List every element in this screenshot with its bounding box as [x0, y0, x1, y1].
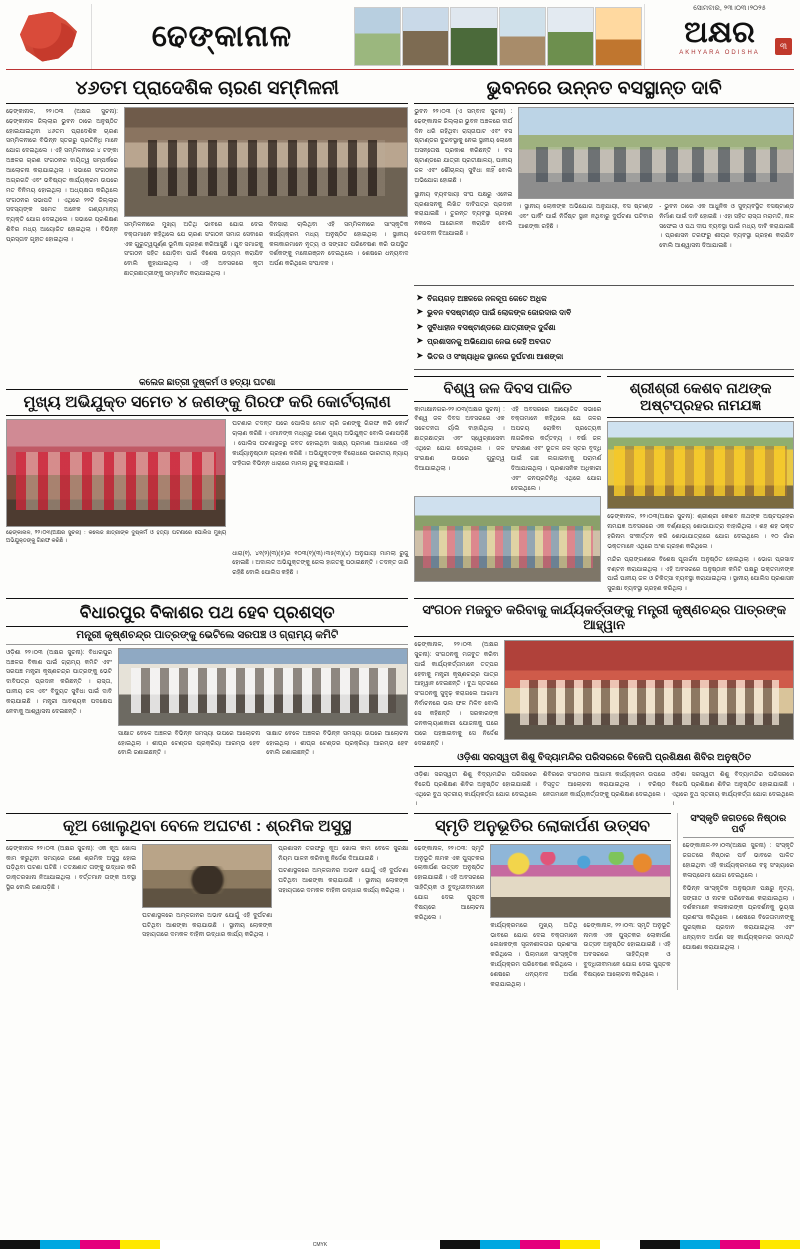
article-a9-body1: ଢେଙ୍କାନାଳ, ୨୨।୦୩: ସ୍ମୃତି ଅନୁଭୂତି ନାମକ ଏକ ପୁସ୍ତକର ଲୋକାର୍ପଣ ଉତ୍ସବ ଅନୁଷ୍ଠିତ ହୋଇଯାଇଛି । ଏହି ଅବସରରେ ସାହିତ୍ୟିକ ଓ ବୁଦ୍ଧିଜୀବୀମାନେ ଯୋଗ ଦେଇ ପୁସ୍ତକ ବିଷୟରେ ଆଲୋଚନା କରିଥିଲେ । — [414, 844, 485, 921]
article-a5-body2: ମନ୍ଦିର ପ୍ରାଙ୍ଗଣରେ ବିଶେଷ ପୂଜାର୍ଚ୍ଚନା ଅନୁଷ୍ଠିତ ହୋଇଥିଲା । ଭୋଗ ପ୍ରସାଦ ବଣ୍ଟନ କରାଯାଇଥିଲା । ଏହି ଅବସରରେ ଅନୁଷ୍ଠାନ କମିଟି ପକ୍ଷରୁ ଭକ୍ତମାନଙ୍କ ପାଇଁ ପାନୀୟ ଜଳ ଓ ଚିକିତ୍ସା ବ୍ୟବସ୍ଥା କରାଯାଇଥିଲା । ସ୍ଥାନୀୟ ପୋଲିସ ପ୍ରଶାସନ ସୁରକ୍ଷା ବ୍ୟବସ୍ଥା ଗ୍ରହଣ କରିଥିଲା । — [607, 555, 795, 593]
bullet-text: ଭିତର ଓ ସଂଖ୍ୟାଧିକ ସ୍ଥାନରେ ଦୁର୍ଘଟଣା ଆଶଙ୍କା — [427, 351, 564, 361]
strip-photo — [547, 7, 594, 66]
logo-subtitle: AKHYARA ODISHA — [679, 49, 760, 56]
article-a4-body2: ଏହି ଅବସରରେ ଆୟୋଜିତ ସଭାରେ ବକ୍ତାମାନେ କହିଥିଲେ ଯେ ଜଳର ଅପଚୟ ରୋକିବା ପ୍ରତ୍ୟେକ ନାଗରିକର କର୍ତ୍ତବ୍ୟ । ବର୍ଷା ଜଳ ସଂରକ୍ଷଣ ଏବଂ ଭୂତଳ ଜଳ ସ୍ତର ବୃଦ୍ଧି ପାଇଁ ଗଛ ଲଗାଇବାକୁ ପରାମର୍ଶ ଦିଆଯାଇଥିଲା । ପ୍ରଶାସନିକ ଅଧିକାରୀ ଏବଂ ଜନପ୍ରତିନିଧି ଏଥିରେ ଯୋଗ ଦେଇଥିଲେ । — [510, 405, 602, 492]
edition-name: ଢେଙ୍କାନାଳ — [151, 19, 293, 53]
headline-a1: ୪୬ତମ ପ୍ରାଦେଶିକ ଚାରଣ ସମ୍ମିଳନୀ — [6, 74, 408, 104]
headline-a9: ସ୍ମୃତି ଅନୁଭୂତିର ଲୋକାର୍ପଣ ଉତ୍ସବ — [414, 813, 670, 840]
bullet-text: ସୁବିଧାହୀନ ବସଷ୍ଟାଣ୍ଡରେ ଯାତ୍ରୀଙ୍କ ଦୁର୍ଦ୍ଦଶା — [427, 322, 556, 332]
color-swatch-cyan — [480, 1240, 520, 1249]
article-a8-body1-dup: ଓଡ଼ିଶା ସରସ୍ୱତୀ ଶିଶୁ ବିଦ୍ୟାମନ୍ଦିର ପରିସରରେ ବିଜେପି ପ୍ରଶିକ୍ଷଣ ଶିବିର ଅନୁଷ୍ଠିତ ହୋଇଯାଇଛି । ଏଥିରେ ବୁଥ ସ୍ତରୀୟ କାର୍ଯ୍ୟକର୍ତ୍ତା ଯୋଗ ଦେଇଥିଲେ । — [671, 770, 794, 808]
headline-a8: ଓଡ଼ିଶା ସରସ୍ୱତୀ ଶିଶୁ ବିଦ୍ୟାମନ୍ଦିର ପରିସରରେ ବିଜେପି ପ୍ରଶିକ୍ଷଣ ଶିବିର ଅନୁଷ୍ଠିତ — [457, 751, 752, 763]
headline-a5: ଶ୍ରୀଶ୍ରୀ କେଶବ ନାଥଙ୍କ ଅଷ୍ଟପ୍ରହର ନାମଯଜ୍ଞ — [607, 376, 794, 418]
color-swatch-white — [160, 1240, 200, 1249]
subhead-a6: ମନ୍ତ୍ରୀ କୃଷ୍ଣଚନ୍ଦ୍ର ପାତ୍ରଙ୍କୁ ଭେଟିଲେ ସରପଞ୍ଚ ଓ ଗ୍ରାମ୍ୟ କମିଟି — [6, 627, 408, 645]
arrow-icon: ➤ — [416, 350, 424, 360]
article-a10-body2-dup: ଘଟଣାସ୍ଥଳରେ ଅମ୍ଳଜାନର ଅଭାବ ଯୋଗୁଁ ଏହି ଦୁର୍ଘଟଣା ଘଟିଥିବା ଆଶଙ୍କା କରାଯାଉଛି । ସ୍ଥାନୀୟ ଲୋକଙ୍କ ସହାୟତାରେ ଦମକଳ ବାହିନୀ ଉଦ୍ଧାର କାର୍ଯ୍ୟ କରିଥିଲା । — [278, 867, 409, 895]
color-swatch-yellow — [760, 1240, 800, 1249]
color-swatch-cyan — [40, 1240, 80, 1249]
headline-a10: କୂଅ ଖୋଲୁଥିବା ବେଳେ ଅଘଟଣ : ଶ୍ରମିକ ଅସୁସ୍ଥ — [6, 813, 408, 840]
article-a2-caption: । ସ୍ଥାନୀୟ ଲୋକଙ୍କ ଅଭିଯୋଗ ଅନୁଯାୟୀ, ବସ ଷ୍ଟାଣ୍ଡ ଏବଂ ପାର୍କିଂ ପାଇଁ ନିର୍ଦ୍ଦିଷ୍ଟ ସ୍ଥାନ ନଥିବାରୁ ଦୁର୍ଘଟଣା ଘଟିବାର ଆଶଙ୍କା ରହିଛି । — [518, 202, 654, 230]
meeting-hall-photo — [124, 107, 408, 217]
odisha-map-icon — [6, 4, 92, 69]
water-day-rally-photo — [414, 496, 601, 582]
strip-photo — [595, 7, 642, 66]
arrow-icon: ➤ — [416, 321, 424, 331]
article-a2-body2: ସ୍ଥାନୀୟ ବ୍ୟବସାୟୀ ସଂଘ ପକ୍ଷରୁ ଏନେଇ ପ୍ରଶାସନକୁ ଲିଖିତ ଦାବିପତ୍ର ପ୍ରଦାନ କରାଯାଇଛି । ତୁରନ୍ତ ବ୍ୟବସ୍ଥା ଗ୍ରହଣ ନକଲେ ଆନ୍ଦୋଳନ କରାଯିବ ବୋଲି ଚେତାବନୀ ଦିଆଯାଇଛି । — [414, 190, 513, 238]
color-swatch-yellow — [120, 1240, 160, 1249]
strip-photo — [450, 7, 497, 66]
color-swatch-black — [640, 1240, 680, 1249]
color-bar-label: CMYK — [200, 1240, 440, 1249]
masthead — [6, 4, 794, 70]
article-a7-body1: ଢେଙ୍କାନାଳ, ୨୨।୦୩ (ଅକ୍ଷର ସୁଚନା): ସଂଗଠନକୁ ମଜବୁତ କରିବା ପାଇଁ କାର୍ଯ୍ୟକର୍ତ୍ତାମାନେ ତତ୍ପର ହେବାକୁ ମନ୍ତ୍ରୀ କୃଷ୍ଣଚନ୍ଦ୍ର ପାତ୍ର ଆହ୍ୱାନ ଦେଇଛନ୍ତି । ବୁଥ ସ୍ତରରେ ସଂଗଠନକୁ ସୁଦୃଢ଼ କରାଗଲେ ଆଗାମୀ ନିର୍ବାଚନରେ ଭଲ ଫଳ ମିଳିବ ବୋଲି ସେ କହିଛନ୍ତି । ସରକାରଙ୍କ ଜନକଲ୍ୟାଣକାରୀ ଯୋଜନାକୁ ଘରେ ଘରେ ପହଞ୍ଚାଇବାକୁ ସେ ନିର୍ଦ୍ଦେଶ ଦେଇଛନ୍ତି । — [414, 641, 499, 747]
arrow-icon: ➤ — [416, 307, 424, 317]
headline-a11: ସଂସ୍କୃତି ଜଗତରେ ନିଷ୍ଠାର ପର୍ବ — [683, 813, 794, 838]
article-a5-body1: ଢେଙ୍କାନାଳ, ୨୨।୦୩(ଅକ୍ଷର ସୁଚନା): ଶ୍ରୀଶ୍ରୀ କେଶବ ନାଥଙ୍କ ଅଷ୍ଟପ୍ରହର ନାମଯଜ୍ଞ ଅବସରରେ ଏକ ବର୍ଣ୍ଣାଢ୍ୟ ଶୋଭାଯାତ୍ରା ବାହାରିଥିଲା । ଶହ ଶହ ଭକ୍ତ ହରିନାମ ସଂକୀର୍ତ୍ତନ କରି ଶୋଭାଯାତ୍ରାରେ ଯୋଗ ଦେଇଥିଲେ । ୧୦ ଗାଁର ଭକ୍ତମାନେ ଏଥିରେ ଅଂଶ ଗ୍ରହଣ କରିଥିଲେ । — [607, 513, 795, 550]
police-band-photo — [6, 419, 226, 527]
article-a4-body1: କାମାକ୍ଷାନଗର-୨୨।୦୩(ଅକ୍ଷର ସୁଚନା) : ବିଶ୍ୱ ଜଳ ଦିବସ ଅବସରରେ ଏକ ସଚେତନତା ର୍ୟାଲି ବାହାରିଥିଲା । ଛାତ୍ରଛାତ୍ରୀ ଏବଂ ସ୍ୱେଚ୍ଛାସେବୀ ଏଥିରେ ଯୋଗ ଦେଇଥିଲେ । ଜଳ ସଂରକ୍ଷଣ ଉପରେ ଗୁରୁତ୍ୱ ଦିଆଯାଇଥିଲା । — [414, 405, 505, 472]
list-item — [416, 293, 792, 304]
strip-photo — [402, 7, 449, 66]
bullet-text: ଭୁବନ ବସଷ୍ଟାଣ୍ଡ ପାଇଁ ଲୋକଙ୍କ ଜୋରଦାର ଦାବି — [427, 308, 572, 318]
article-a8-body1: ଓଡ଼ିଶା ସରସ୍ୱତୀ ଶିଶୁ ବିଦ୍ୟାମନ୍ଦିର ପରିସରରେ ବିଜେପି ପ୍ରଶିକ୍ଷଣ ଶିବିର ଅନୁଷ୍ଠିତ ହୋଇଯାଇଛି । ଏଥିରେ ବୁଥ ସ୍ତରୀୟ କାର୍ଯ୍ୟକର୍ତ୍ତା ଯୋଗ ଦେଇଥିଲେ । — [414, 770, 537, 808]
color-swatch-magenta — [80, 1240, 120, 1249]
article-a6-body2: ସାକ୍ଷାତ ବେଳେ ଅଞ୍ଚଳର ବିଭିନ୍ନ ସମସ୍ୟା ଉପରେ ଆଲୋଚନା ହୋଇଥିଲା । ଶୀଘ୍ର ଟେଣ୍ଡର ପ୍ରକ୍ରିୟା ଆରମ୍ଭ ହେବ ବୋଲି ଜଣାଇଛନ୍ତି । — [118, 729, 261, 757]
kicker-a3: କଲେଜ ଛାତ୍ରୀ ଦୁଷ୍କର୍ମ ଓ ହତ୍ୟା ଘଟଣା — [139, 376, 276, 387]
article-a9-body1-dup: ଢେଙ୍କାନାଳ, ୨୨।୦୩: ସ୍ମୃତି ଅନୁଭୂତି ନାମକ ଏକ ପୁସ୍ତକର ଲୋକାର୍ପଣ ଉତ୍ସବ ଅନୁଷ୍ଠିତ ହୋଇଯାଇଛି । ଏହି ଅବସରରେ ସାହିତ୍ୟିକ ଓ ବୁଦ୍ଧିଜୀବୀମାନେ ଯୋଗ ଦେଇ ପୁସ୍ତକ ବିଷୟରେ ଆଲୋଚନା କରିଥିଲେ । — [583, 921, 671, 978]
article-a8-body2: ଶିବିରରେ ସଂଗଠନର ଆଗାମୀ କାର୍ଯ୍ୟକ୍ରମ ଉପରେ ବିସ୍ତୃତ ଆଲୋଚନା କରାଯାଇଥିଲା । ବରିଷ୍ଠ ନେତାମାନେ କାର୍ଯ୍ୟକର୍ତ୍ତାଙ୍କୁ ପ୍ରଶିକ୍ଷଣ ଦେଇଥିଲେ । — [542, 770, 666, 798]
headline-a3: ମୁଖ୍ୟ ଅଭିଯୁକ୍ତ ସମେତ ୪ ଜଣଙ୍କୁ ଗିରଫ କରି କୋର୍ଟଚାଲାଣ — [6, 389, 408, 416]
article-a9-body2: କାର୍ଯ୍ୟକ୍ରମରେ ମୁଖ୍ୟ ଅତିଥି ଭାବରେ ଯୋଗ ଦେଇ ବକ୍ତାମାନେ ଲେଖକଙ୍କ ସୃଜନଶୀଳତାର ପ୍ରଶଂସା କରିଥିଲେ । ପିଲାମାନେ ସାଂସ୍କୃତିକ କାର୍ଯ୍ୟକ୍ରମ ପରିବେଷଣ କରିଥିଲେ । ଶେଷରେ ଧନ୍ୟବାଦ ଅର୍ପଣ କରାଯାଇଥିଲା । — [490, 921, 578, 988]
headline-a2: ଭୁବନରେ ଉନ୍ନତ ବସସ୍ଥାନ୍ତ ଦାବି — [414, 74, 794, 104]
page-number: ୩ — [775, 38, 792, 55]
arrow-icon: ➤ — [416, 293, 424, 302]
book-launch-photo — [490, 844, 670, 918]
color-swatch-magenta — [720, 1240, 760, 1249]
strip-photo — [354, 7, 401, 66]
article-a1-body2: ସମ୍ମିଳନୀରେ ମୁଖ୍ୟ ଅତିଥି ଭାବରେ ଯୋଗ ଦେଇ ବକ୍ତାମାନେ କହିଥିଲେ ଯେ ଚାରଣ ସଂଗଠନ ସମାଜ ସେବାରେ ଏକ ଗୁରୁତ୍ୱପୂର୍ଣ୍ଣ ଭୂମିକା ଗ୍ରହଣ କରିଆସୁଛି । ଯୁବ ସମାଜକୁ ସଂଗଠନ ସହିତ ଯୋଡ଼ିବା ପାଇଁ ବିଶେଷ ଉଦ୍ୟମ କରାଯିବ ବୋଲି କୁହାଯାଇଥିଲା । ଏହି ଅବସରରେ କୃତୀ ଛାତ୍ରଛାତ୍ରୀଙ୍କୁ ସମ୍ମାନିତ କରାଯାଇଥିଲା । — [124, 220, 264, 278]
article-a10-body1: ଢେଙ୍କାନାଳ ୨୨।୦୩ (ଅକ୍ଷର ସୁଚନା): ଏକ କୂଅ ଖୋଳା କାମ କରୁଥିବା ସମୟରେ ଜଣେ ଶ୍ରମିକ ଅସୁସ୍ଥ ହୋଇ ପଡ଼ିଥିବା ଘଟଣା ଘଟିଛି । ତତକ୍ଷଣାତ ତାଙ୍କୁ ଉଦ୍ଧାର କରି ଡାକ୍ତରଖାନା ନିଆଯାଇଥିଲା । ବର୍ତ୍ତମାନ ତାଙ୍କ ଅବସ୍ଥା ସ୍ଥିର ବୋଲି ଜଣାପଡ଼ିଛି । — [6, 844, 137, 892]
headline-a6: ବିଧାରପୁର ବିକାଶର ପଥ ହେବ ପ୍ରଶସ୍ତ — [6, 598, 408, 627]
caption-a3: ଢେଙ୍କାନାଳ, ୨୨।୦୩(ଅକ୍ଷର ସୁଚନା) : କଲେଜ ଛାତ୍ରୀଙ୍କ ଦୁଷ୍କର୍ମ ଓ ହତ୍ୟା ଘଟଣାରେ ପୋଲିସ ମୁଖ୍ୟ ଅଭିଯୁକ୍ତଙ୍କୁ ଗିରଫ କରିଛି । — [6, 530, 227, 545]
party-stage-photo — [504, 640, 794, 740]
article-a11-body2: ବିଭିନ୍ନ ସାଂସ୍କୃତିକ ଅନୁଷ୍ଠାନ ପକ୍ଷରୁ ନୃତ୍ୟ, ସଙ୍ଗୀତ ଓ ନାଟକ ପରିବେଷଣ କରାଯାଇଥିଲା । ଦର୍ଶକମାନେ କଳାକାରଙ୍କ ପ୍ରଦର୍ଶନକୁ ଭୂୟସୀ ପ୍ରଶଂସା କରିଥିଲେ । ଶେଷରେ ବିଜେତାମାନଙ୍କୁ ପୁରସ୍କାର ପ୍ରଦାନ କରାଯାଇଥିଲା ଏବଂ ଧନ୍ୟବାଦ ଅର୍ପଣ ସହ କାର୍ଯ୍ୟକ୍ରମର ସମାପ୍ତି ଘୋଷଣା କରାଯାଇଥିଲା । — [682, 884, 794, 951]
strip-photo — [499, 7, 546, 66]
article-a11-body1: ଢେଙ୍କାନାଳ-୨୨।୦୩(ଅକ୍ଷର ସୁଚନା) : ସଂସ୍କୃତି ଜଗତରେ ନିଷ୍ଠାର ପର୍ବ ଭାବରେ ପାଳିତ ହୋଇଥିବା ଏହି କାର୍ଯ୍ୟକ୍ରମରେ ବହୁ ସଂଖ୍ୟାରେ କଳାପ୍ରେମୀ ଯୋଗ ଦେଇଥିଲେ । — [682, 842, 794, 879]
bullet-text: ବିଜୟଗଡ଼ ଅଞ୍ଚଳରେ ନଳକୂପ କେତେ ଅଧିକ — [427, 294, 547, 303]
color-swatch-yellow — [560, 1240, 600, 1249]
article-a2-body1: ଭୁବନ ୨୨।୦୩ (ଏ ସମ୍ବାଦ ସୁଚନା) : ଢେଙ୍କାନାଳ ଜିଲ୍ଲାର ଭୁବନ ଅଞ୍ଚଳରେ ଦୀର୍ଘ ଦିନ ଧରି ରହିଥିବା ରାସ୍ତାଘାଟ ଏବଂ ବସ ଷ୍ଟାଣ୍ଡର ଦୁରବସ୍ଥାକୁ ନେଇ ସ୍ଥାନୀୟ ଲୋକେ ଅସନ୍ତୋଷ ପ୍ରକାଶ କରିଛନ୍ତି । ବସ ଷ୍ଟାଣ୍ଡରେ ଯାତ୍ରୀ ପ୍ରତୀକ୍ଷାଳୟ, ପାନୀୟ ଜଳ ଏବଂ ଶୌଚାଳୟ ସୁବିଧା ନାହିଁ ବୋଲି ଅଭିଯୋଗ ହୋଇଛି । — [414, 107, 513, 184]
article-a10-body2: ଘଟଣାସ୍ଥଳରେ ଅମ୍ଳଜାନର ଅଭାବ ଯୋଗୁଁ ଏହି ଦୁର୍ଘଟଣା ଘଟିଥିବା ଆଶଙ୍କା କରାଯାଉଛି । ସ୍ଥାନୀୟ ଲୋକଙ୍କ ସହାୟତାରେ ଦମକଳ ବାହିନୀ ଉଦ୍ଧାର କାର୍ଯ୍ୟ କରିଥିଲା । — [142, 911, 273, 939]
newspaper-logo — [644, 4, 794, 69]
list-item — [416, 322, 792, 333]
list-item — [416, 336, 792, 347]
logo-title: ଅକ୍ଷର — [684, 15, 755, 49]
article-a10-body3: ପ୍ରଶାସନ ତରଫରୁ କୂଅ ଖୋଳା କାମ ବେଳେ ସୁରକ୍ଷା ନିୟମ ପାଳନ କରିବାକୁ ନିର୍ଦ୍ଦେଶ ଦିଆଯାଇଛି । — [278, 844, 409, 862]
article-a2-body3: - ଭୁବନ ଠାରେ ଏକ ଆଧୁନିକ ଓ ସୁବ୍ୟବସ୍ଥିତ ବସଷ୍ଟାଣ୍ଡ ନିର୍ମାଣ ପାଇଁ ଦାବି ହୋଇଛି । ଏହା ସହିତ ରାସ୍ତା ମରାମତି, ନାଳ ସଫେଇ ଓ ପଥ ଦୀପ ବ୍ୟବସ୍ଥା ପାଇଁ ମଧ୍ୟ ଦାବି କରାଯାଇଛି । ପ୍ରଶାସନ ତରଫରୁ ଶୀଘ୍ର ବ୍ୟବସ୍ଥା ଗ୍ରହଣ କରାଯିବ ବୋଲି ଆଶ୍ୱାସନା ଦିଆଯାଇଛି । — [659, 202, 795, 250]
bullet-text: ପ୍ରଶାସନକୁ ଅଭିଯୋଗ ନେଇ କେହି ଅବଗତ — [427, 337, 552, 347]
yellow-procession-photo — [607, 421, 794, 509]
color-swatch-cyan — [680, 1240, 720, 1249]
headline-a7: ସଂଗଠନ ମଜବୁତ କରିବାକୁ କାର୍ଯ୍ୟକର୍ତ୍ତାଙ୍କୁ ମନ୍ତ୍ରୀ କୃଷ୍ଣଚନ୍ଦ୍ର ପାତ୍ରଙ୍କ ଆହ୍ୱାନ — [414, 598, 794, 637]
delegation-group-photo — [118, 648, 408, 726]
masthead-photo-strip — [352, 4, 644, 69]
article-a1-body3: ଦିନସାରା ଚାଲିଥିବା ଏହି ସମ୍ମିଳନୀରେ ସାଂସ୍କୃତିକ କାର୍ଯ୍ୟକ୍ରମ ମଧ୍ୟ ଅନୁଷ୍ଠିତ ହୋଇଥିଲା । ସ୍ଥାନୀୟ କଳାକାରମାନେ ନୃତ୍ୟ ଓ ସଙ୍ଗୀତ ପରିବେଷଣ କରି ଉପସ୍ଥିତ ଦର୍ଶକଙ୍କୁ ମନୋରଞ୍ଜନ ଦେଇଥିଲେ । ଶେଷରେ ଧନ୍ୟବାଦ ଅର୍ପଣ କରିଥିଲେ ସଂପାଦକ । — [269, 220, 409, 268]
color-swatch-black — [440, 1240, 480, 1249]
street-traffic-photo — [518, 107, 794, 199]
color-swatch-magenta — [520, 1240, 560, 1249]
color-registration-bar — [0, 1240, 800, 1249]
color-swatch-white — [600, 1240, 640, 1249]
article-a6-body2-dup: ସାକ୍ଷାତ ବେଳେ ଅଞ୍ଚଳର ବିଭିନ୍ନ ସମସ୍ୟା ଉପରେ ଆଲୋଚନା ହୋଇଥିଲା । ଶୀଘ୍ର ଟେଣ୍ଡର ପ୍ରକ୍ରିୟା ଆରମ୍ଭ ହେବ ବୋଲି ଜଣାଇଛନ୍ତି । — [266, 729, 409, 757]
article-a1-body1: ଢେଙ୍କାନାଳ, ୨୨।୦୩ (ଅକ୍ଷର ସୁଚନା): ଢେଙ୍କାନାଳ ଜିଲ୍ଲାର ଭୁବନ ଠାରେ ଅନୁଷ୍ଠିତ ହୋଇଯାଇଥିବା ୪୬ତମ ପ୍ରାଦେଶିକ ଚାରଣ ସମ୍ମିଳନୀରେ ବିଭିନ୍ନ ସ୍ତରରୁ ପ୍ରତିନିଧି ମାନେ ଯୋଗ ଦେଇଥିଲେ । ଏହି ସମ୍ମିଳନୀରେ ୪ ଟଙ୍କା ଅଞ୍ଚଳର ଚାରଣ ସଂଗଠନର ଦାୟିତ୍ୱ ସମ୍ପର୍କରେ ଆଲୋଚନା କରାଯାଇଥିଲା । ସଭାରେ ସଂଗଠନର ଅଗ୍ରଗତି ଏବଂ ଭବିଷ୍ୟତ କାର୍ଯ୍ୟକ୍ରମ ଉପରେ ମତ ବିନିମୟ ହୋଇଥିଲା । ଅଧ୍ୟକ୍ଷତା କରିଥିଲେ ସଂଗଠନର ସଭାପତି । ଏଥିରେ ୨୨ଟି ଜିଲ୍ଲାର ସଦସ୍ୟଙ୍କ ସମେତ ଅନେକ ଗଣ୍ୟମାନ୍ୟ ବ୍ୟକ୍ତି ଯୋଗ ଦେଇଥିଲେ । ସଭାରେ ପ୍ରଶିକ୍ଷଣ ଶିବିର ମଧ୍ୟ ଆୟୋଜିତ ହୋଇଥିଲା । ବିଭିନ୍ନ ପ୍ରସ୍ତାବ ଗୃହୀତ ହୋଇଥିଲା । — [6, 107, 118, 244]
article-a3-body1: ଘଟଣାର ତଦନ୍ତ ପରେ ପୋଲିସ ମୋଟ ଚାରି ଜଣଙ୍କୁ ଗିରଫ କରି କୋର୍ଟ ଚାଲାଣ କରିଛି । ଏମାନଙ୍କ ମଧ୍ୟରୁ ଜଣେ ମୁଖ୍ୟ ଅଭିଯୁକ୍ତ ବୋଲି ଜଣାପଡ଼ିଛି । ପୋଲିସ ଘଟଣାସ୍ଥଳରୁ ଜବତ ହୋଇଥିବା ସାକ୍ଷ୍ୟ ପ୍ରମାଣ ଆଧାରରେ ଏହି କାର୍ଯ୍ୟାନୁଷ୍ଠାନ ଗ୍ରହଣ କରିଛି । ଅଭିଯୁକ୍ତଙ୍କ ବିରୋଧରେ ଭାରତୀୟ ନ୍ୟାୟ ସଂହିତାର ବିଭିନ୍ନ ଧାରାରେ ମାମଲା ରୁଜୁ କରାଯାଇଛି । — [232, 420, 409, 467]
issue-date: ସୋମବାର, ୨୩।୦୩।୨୦୨୫ — [693, 5, 766, 12]
well-digging-photo — [142, 844, 272, 908]
color-swatch-black — [0, 1240, 40, 1249]
article-a3-body2: ଧାରା(୧), ୪୧(୨)(୩)(୫)ର ୧୦୩(୧)(୩)।୩୫(୩)(୪) ଅନୁଯାୟୀ ମାମଲା ରୁଜୁ ହୋଇଛି । ଅଦାଲତ ଅଭିଯୁକ୍ତଙ୍କୁ ଜେଲ ହାଜତକୁ ପଠାଇଛନ୍ତି । ତଦନ୍ତ ଜାରି ରହିଛି ବୋଲି ପୋଲିସ କହିଛି । — [232, 549, 409, 577]
headline-a4: ବିଶ୍ୱ ଜଳ ଦିବସ ପାଳିତ — [414, 376, 601, 402]
key-points-list — [414, 285, 794, 370]
list-item — [416, 307, 792, 318]
article-a6-body1: ଓଡ଼ିଶା ୨୨।୦୩ (ଅକ୍ଷର ସୁଚନା): ବିଧାରପୁର ଅଞ୍ଚଳର ବିକାଶ ପାଇଁ ଗ୍ରାମ୍ୟ କମିଟି ଏବଂ ସରପଞ୍ଚ ମନ୍ତ୍ରୀ କୃଷ୍ଣଚନ୍ଦ୍ର ପାତ୍ରଙ୍କୁ ଭେଟି ଦାବିପତ୍ର ପ୍ରଦାନ କରିଛନ୍ତି । ରାସ୍ତା, ପାନୀୟ ଜଳ ଏବଂ ବିଦ୍ୟୁତ ସୁବିଧା ପାଇଁ ଦାବି କରାଯାଇଛି । ମନ୍ତ୍ରୀ ଆବଶ୍ୟକ ପଦକ୍ଷେପ ନେବାକୁ ଆଶ୍ୱାସନା ଦେଇଛନ୍ତି । — [6, 648, 112, 715]
list-item — [416, 351, 792, 362]
arrow-icon: ➤ — [416, 336, 424, 346]
